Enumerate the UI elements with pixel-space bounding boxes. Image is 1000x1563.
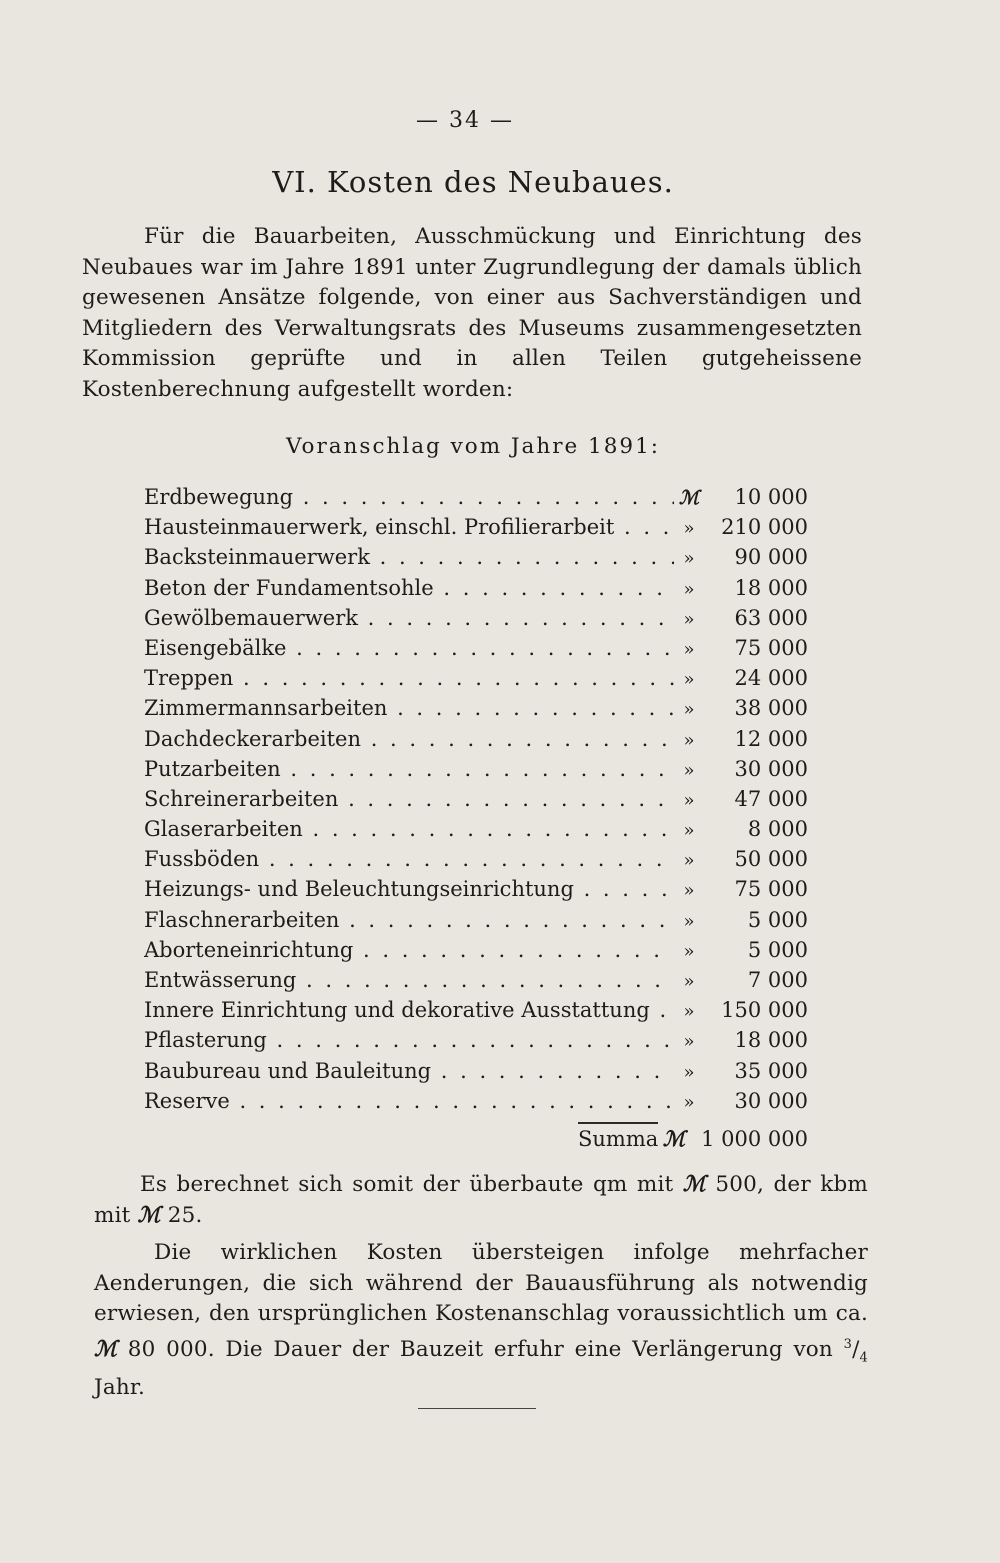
- cost-row: [144, 693, 808, 723]
- cost-item-amount: 8 000: [747, 817, 808, 842]
- ditto-mark: »: [683, 548, 695, 570]
- ditto-mark: »: [683, 729, 695, 751]
- cost-row: [144, 844, 808, 874]
- cost-item-label: Innere Einrichtung und dekorative Ausstattung . . .: [144, 995, 674, 1025]
- end-rule: [418, 1408, 536, 1409]
- cost-item-amount: 75 000: [734, 635, 808, 660]
- ditto-mark: »: [683, 1031, 695, 1053]
- cost-item-amount: 50 000: [734, 847, 808, 872]
- cost-item-amount: 18 000: [734, 1028, 808, 1053]
- ditto-mark: »: [683, 608, 695, 630]
- ditto-mark: »: [683, 1061, 695, 1083]
- paragraph3-text-2: 80 000. Die Dauer der Bauzeit erfuhr eine Verlängerung von: [117, 1336, 844, 1362]
- ditto-mark: »: [683, 578, 695, 600]
- cost-item-label: Fussböden . . .: [144, 844, 674, 874]
- page-number: — 34 —: [416, 108, 514, 133]
- currency-mark: ℳ: [678, 487, 700, 509]
- total-label: Summa: [578, 1127, 659, 1151]
- cost-item-label: Schreinerarbeiten . . .: [144, 784, 674, 814]
- cost-item-amount: 7 000: [747, 968, 808, 992]
- paragraph3-text-3: Jahr.: [94, 1375, 146, 1401]
- cost-item-label: Hausteinmauerwerk, einschl. Profilierarbeit . . .: [144, 512, 674, 542]
- cost-row: [144, 482, 808, 512]
- ditto-mark: »: [683, 880, 695, 902]
- ditto-mark: »: [683, 910, 695, 932]
- paragraph2-text-2: 500, der kbm mit: [94, 1172, 869, 1228]
- ditto-mark: »: [683, 940, 695, 962]
- cost-item-label: Entwässerung . . .: [144, 965, 674, 995]
- cost-row: [144, 633, 808, 663]
- cost-item-label: Zimmermannsarbeiten . . .: [144, 693, 674, 723]
- cost-item-amount: 38 000: [734, 696, 808, 721]
- cost-row: [144, 935, 808, 965]
- cost-row: [144, 1056, 808, 1086]
- paragraph3-text-1: Die wirklichen Kosten übersteigen infolge mehrfacher Aenderungen, die sich während der Bauausführung als notwendig erwiesen, den ursprünglichen Kostenanschlag voraussichtlich um ca.: [94, 1240, 868, 1326]
- paragraph2-text-3: 25.: [160, 1202, 203, 1228]
- paragraph2-text-1: Es berechnet sich somit der überbaute qm mit: [140, 1172, 683, 1197]
- cost-row: [144, 512, 808, 542]
- total-amount: 1 000 000: [701, 1127, 808, 1151]
- currency-mark: ℳ: [94, 1336, 118, 1362]
- total-row: [578, 1126, 808, 1151]
- cost-row: [144, 905, 808, 935]
- cost-row: [144, 874, 808, 904]
- total-currency: ℳ: [662, 1126, 686, 1151]
- cost-item-amount: 24 000: [734, 666, 808, 691]
- paragraph-actual-costs: Die wirklichen Kosten übersteigen infolge mehrfacher Aenderungen, die sich während der Bauausführung als notwendig erwiesen, den ursprünglichen Kostenanschlag voraussichtlich um ca. ℳ 80 000. Die Dauer der Bauzeit erfuhr eine Verlängerung von $^3/_4$ Jahr.: [94, 1240, 868, 1401]
- cost-row: [144, 965, 808, 995]
- ditto-mark: »: [683, 699, 695, 721]
- cost-item-label: Glaserarbeiten . . .: [144, 814, 674, 844]
- cost-item-label: Reserve . . .: [144, 1086, 674, 1116]
- cost-item-label: Dachdeckerarbeiten . . .: [144, 724, 674, 754]
- cost-item-amount: 90 000: [734, 545, 808, 570]
- cost-item-amount: 35 000: [734, 1058, 808, 1083]
- cost-item-label: Beton der Fundamentsohle . . .: [144, 573, 674, 603]
- ditto-mark: »: [683, 820, 695, 842]
- fraction-numerator: 3: [843, 1336, 853, 1352]
- cost-table: [144, 482, 808, 1116]
- intro-paragraph: Für die Bauarbeiten, Ausschmückung und Einrichtung des Neubaues war im Jahre 1891 unter Zugrundlegung der damals üblich gewesenen Ansätze folgende, von einer aus Sachverständigen und Mitgliedern des Verwaltungsrats des Museums zusammengesetzten Kommission geprüfte und in allen Teilen gutgeheissene Kostenberechnung aufgestellt worden:: [82, 224, 862, 402]
- cost-item-label: Erdbewegung . . .: [144, 482, 674, 512]
- currency-mark: ℳ: [682, 1172, 706, 1197]
- ditto-mark: »: [683, 789, 695, 811]
- estimate-heading: Voranschlag vom Jahre 1891:: [285, 434, 661, 459]
- cost-row: [144, 542, 808, 572]
- cost-row: [144, 1025, 808, 1055]
- cost-item-amount: 210 000: [721, 515, 808, 540]
- cost-item-label: Backsteinmauerwerk . . .: [144, 542, 674, 572]
- ditto-mark: »: [683, 1091, 695, 1113]
- cost-item-label: Pflasterung . . .: [144, 1025, 674, 1055]
- cost-item-amount: 75 000: [734, 877, 808, 902]
- cost-item-label: Heizungs- und Beleuchtungseinrichtung . . .: [144, 874, 674, 904]
- cost-row: [144, 814, 808, 844]
- cost-item-label: Eisengebälke . . .: [144, 633, 674, 663]
- ditto-mark: »: [683, 759, 695, 781]
- cost-row: [144, 724, 808, 754]
- cost-row: [144, 784, 808, 814]
- cost-item-amount: 5 000: [747, 937, 808, 962]
- cost-item-label: Putzarbeiten . . .: [144, 754, 674, 784]
- cost-row: [144, 995, 808, 1025]
- cost-item-label: Aborteneinrichtung . . .: [144, 935, 674, 965]
- section-heading: VI. Kosten des Neubaues.: [272, 165, 674, 199]
- ditto-mark: »: [683, 1001, 695, 1023]
- cost-item-amount: 150 000: [721, 998, 808, 1023]
- cost-item-label: Gewölbemauerwerk . . .: [144, 603, 674, 633]
- ditto-mark: »: [683, 850, 695, 872]
- ditto-mark: »: [683, 518, 695, 540]
- cost-row: [144, 573, 808, 603]
- cost-row: [144, 1086, 808, 1116]
- cost-item-label: Treppen . . .: [144, 663, 674, 693]
- cost-item-label: Flaschnerarbeiten . . .: [144, 905, 674, 935]
- cost-item-amount: 30 000: [734, 1088, 808, 1113]
- cost-item-amount: 63 000: [734, 605, 808, 630]
- cost-item-amount: 18 000: [734, 575, 808, 600]
- cost-row: [144, 754, 808, 784]
- cost-row: [144, 663, 808, 693]
- currency-mark: ℳ: [137, 1202, 161, 1228]
- cost-item-amount: 10 000: [734, 485, 808, 509]
- cost-row: [144, 603, 808, 633]
- fraction-denominator: 4: [859, 1349, 868, 1365]
- cost-item-amount: 47 000: [734, 786, 808, 811]
- sum-rule: [578, 1122, 658, 1124]
- cost-item-amount: 30 000: [734, 756, 808, 781]
- ditto-mark: »: [683, 971, 695, 992]
- cost-item-label: Baubureau und Bauleitung . . .: [144, 1056, 674, 1086]
- cost-item-amount: 5 000: [747, 907, 808, 932]
- ditto-mark: »: [683, 638, 695, 660]
- ditto-mark: »: [683, 669, 695, 691]
- paragraph-price-per-unit: [94, 1170, 868, 1231]
- cost-item-amount: 12 000: [734, 726, 808, 751]
